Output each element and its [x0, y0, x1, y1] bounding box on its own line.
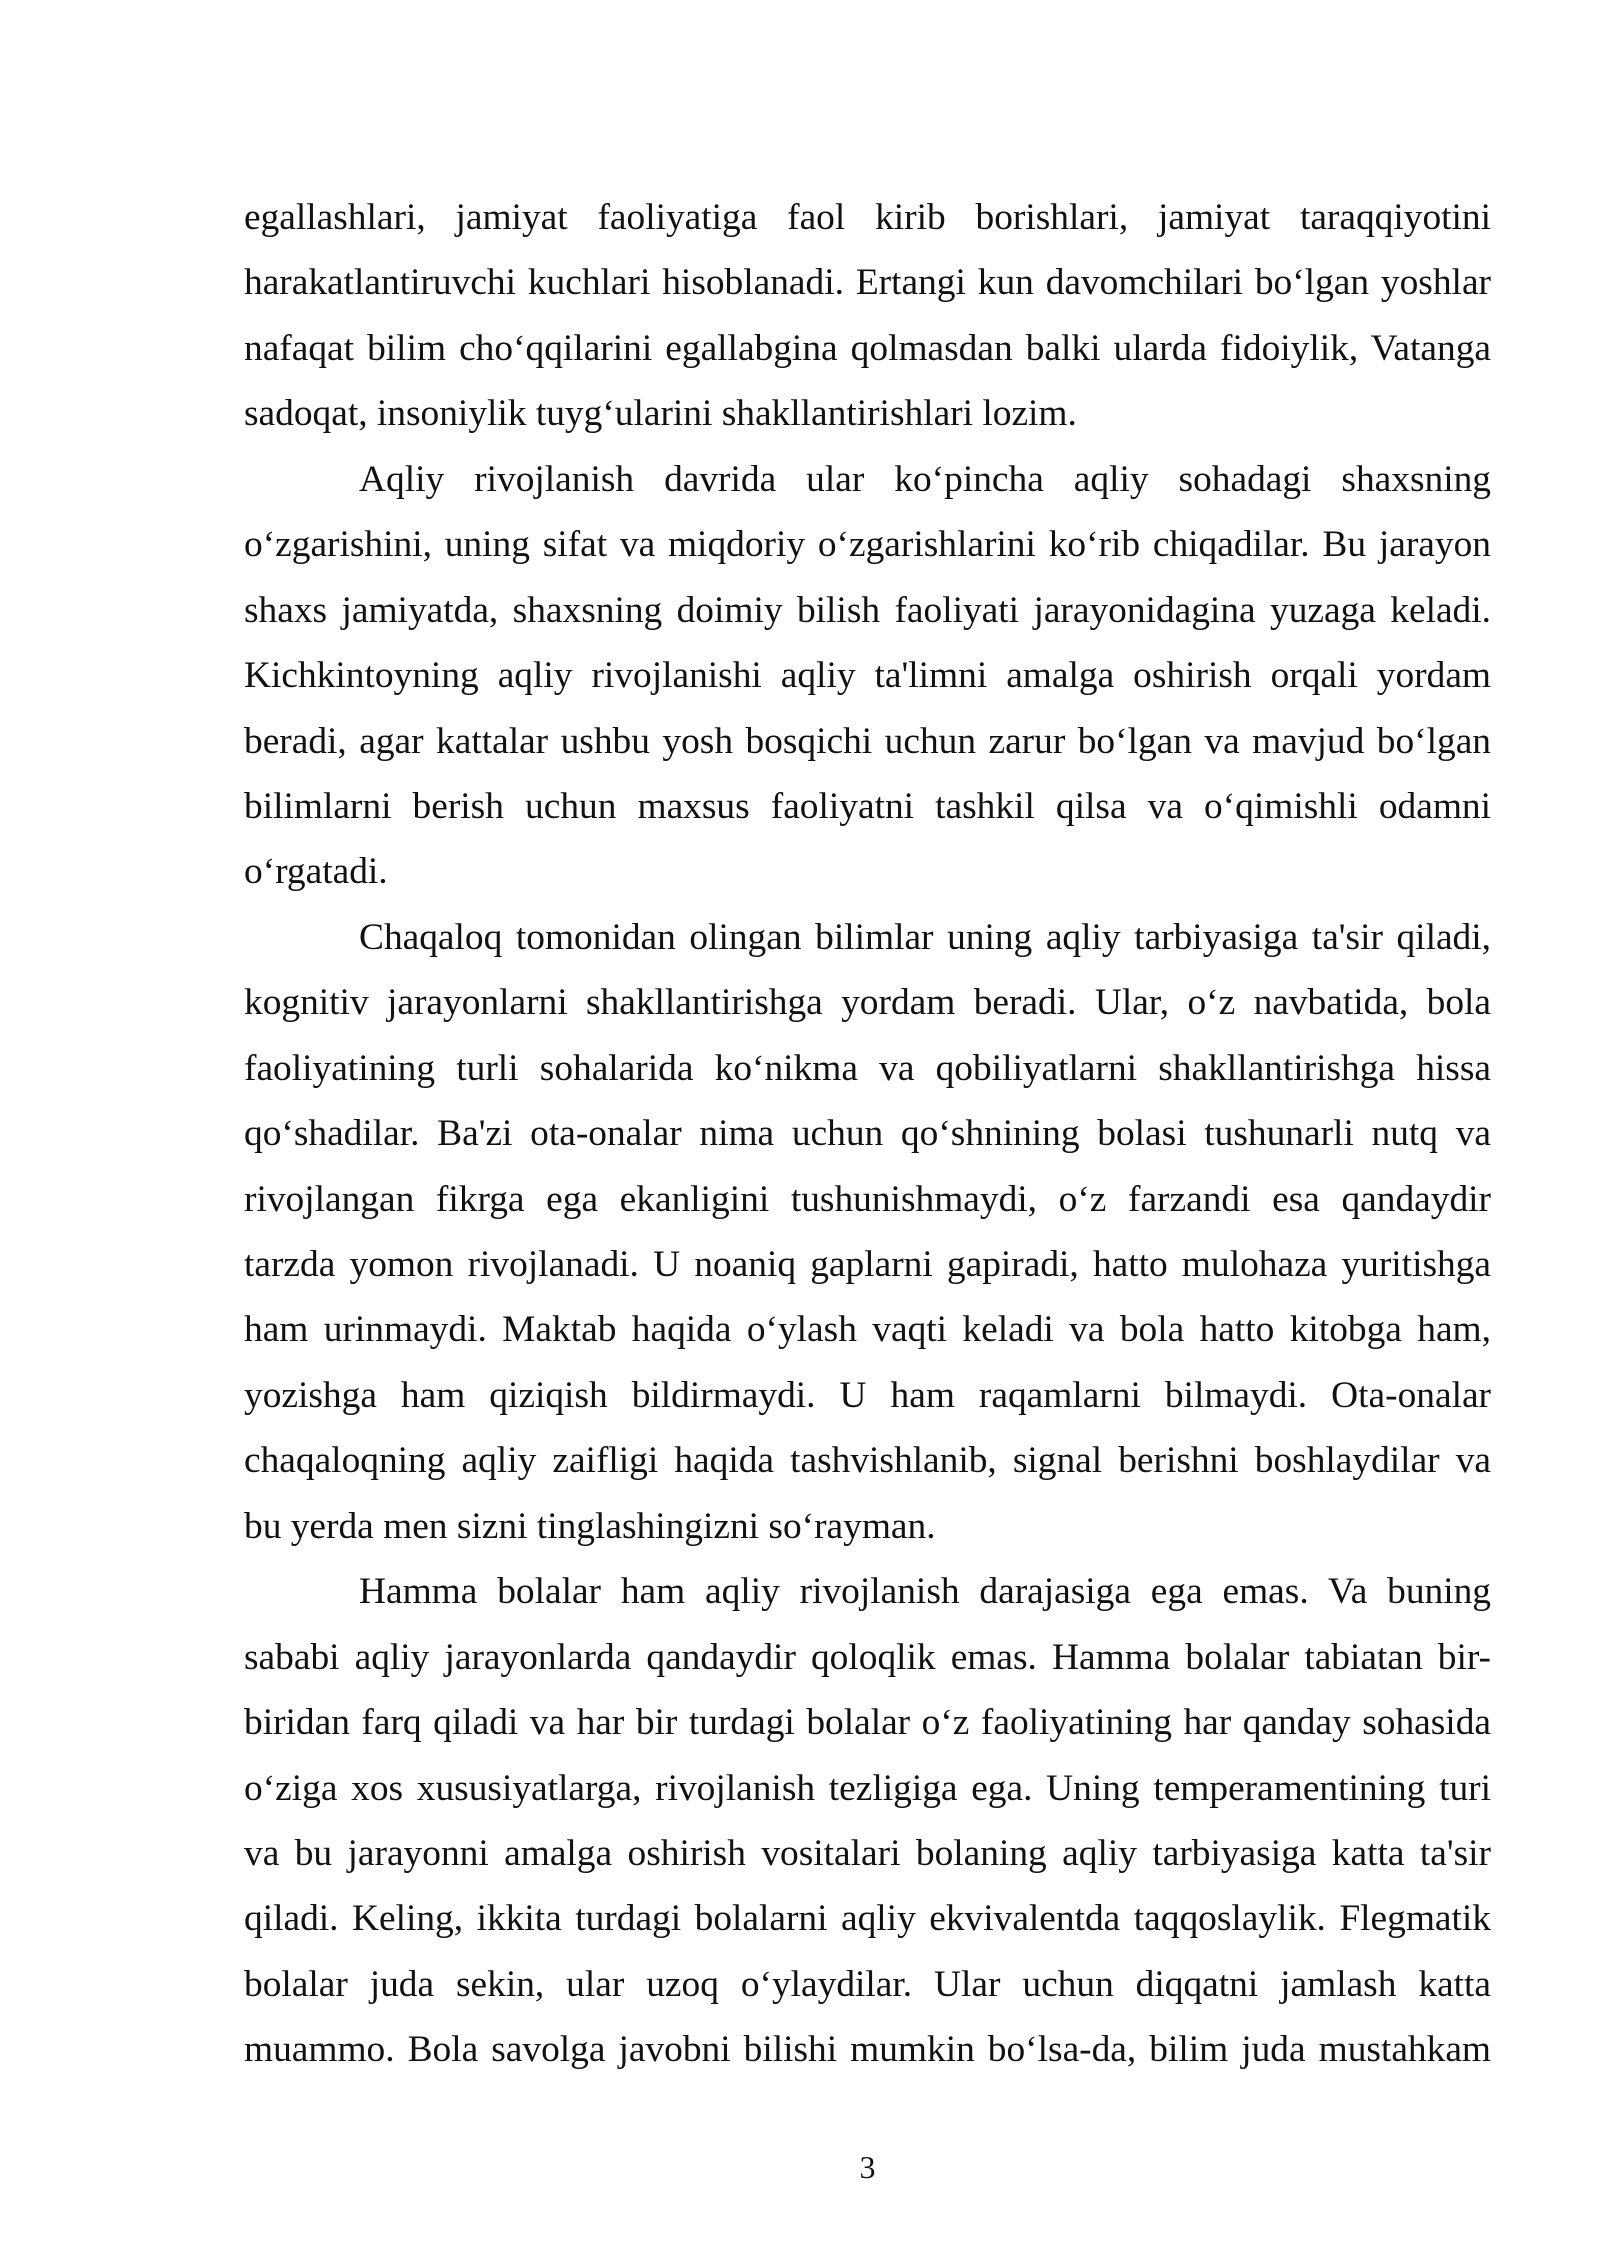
- text-line: o‘ziga xos xususiyatlarga, rivojlanish tezligiga ega. Uning temperamentining turi: [244, 1767, 1491, 1809]
- text-line: ham urinmaydi. Maktab haqida o‘ylash vaqti keladi va bola hatto kitobga ham,: [244, 1309, 1491, 1351]
- text-line: Aqliy rivojlanish davrida ular ko‘pincha aqliy sohadagi shaxsning: [359, 458, 1491, 500]
- text-line: egallashlari, jamiyat faoliyatiga faol kirib borishlari, jamiyat taraqqiyotini: [244, 197, 1491, 238]
- paragraph: [244, 185, 1491, 447]
- text-line: bilimlarni berish uchun maxsus faoliyatni tashkil qilsa va o‘qimishli odamni: [244, 785, 1491, 827]
- text-line: biridan farq qiladi va har bir turdagi bolalar o‘z faoliyatining har qanday sohasida: [244, 1702, 1491, 1744]
- text-line: bolalar juda sekin, ular uzoq o‘ylaydilar. Ular uchun diqqatni jamlash katta: [244, 1963, 1491, 2005]
- text-line: qo‘shadilar. Ba'zi ota-onalar nima uchun qo‘shnining bolasi tushunarli nutq va: [244, 1113, 1491, 1155]
- paragraph: [244, 905, 1491, 1559]
- text-line: sababi aqliy jarayonlarda qandaydir qoloqlik emas. Hamma bolalar tabiatan bir-: [244, 1636, 1491, 1678]
- text-line: rivojlangan fikrga ega ekanligini tushunishmaydi, o‘z farzandi esa qandaydir: [244, 1178, 1491, 1220]
- text-line: Kichkintoyning aqliy rivojlanishi aqliy ta'limni amalga oshirish orqali yordam: [244, 655, 1491, 697]
- text-line: muammo. Bola savolga javobni bilishi mumkin bo‘lsa-da, bilim juda mustahkam: [244, 2029, 1491, 2071]
- page-number: 3: [859, 2149, 876, 2185]
- paragraph: [244, 447, 1491, 905]
- text-line: Chaqaloq tomonidan olingan bilimlar uning aqliy tarbiyasiga ta'sir qiladi,: [359, 916, 1491, 958]
- text-line: chaqaloqning aqliy zaifligi haqida tashvishlanib, signal berishni boshlaydilar va: [244, 1440, 1491, 1482]
- text-line: bu yerda men sizni tinglashingizni so‘rayman.: [244, 1505, 936, 1547]
- text-line: qiladi. Keling, ikkita turdagi bolalarni aqliy ekvivalentda taqqoslaylik. Flegmatik: [244, 1898, 1491, 1940]
- text-line: shaxs jamiyatda, shaxsning doimiy bilish faoliyati jarayonidagina yuzaga keladi.: [244, 589, 1491, 631]
- text-line: o‘rgatadi.: [244, 851, 388, 893]
- body-text: [244, 185, 1491, 2083]
- text-line: yozishga ham qiziqish bildirmaydi. U ham raqamlarni bilmaydi. Ota-onalar: [244, 1374, 1491, 1416]
- text-line: harakatlantiruvchi kuchlari hisoblanadi. Ertangi kun davomchilari bo‘lgan yoshlar: [244, 262, 1491, 304]
- text-line: kognitiv jarayonlarni shakllantirishga yordam beradi. Ular, o‘z navbatida, bola: [244, 982, 1491, 1024]
- text-line: nafaqat bilim cho‘qqilarini egallabgina qolmasdan balki ularda fidoiylik, Vatanga: [244, 327, 1491, 369]
- text-line: o‘zgarishini, uning sifat va miqdoriy o‘zgarishlarini ko‘rib chiqadilar. Bu jarayon: [244, 524, 1491, 566]
- text-line: Hamma bolalar ham aqliy rivojlanish darajasiga ega emas. Va buning: [359, 1571, 1491, 1613]
- text-line: faoliyatining turli sohalarida ko‘nikma va qobiliyatlarni shakllantirishga hissa: [244, 1047, 1491, 1089]
- text-line: tarzda yomon rivojlanadi. U noaniq gaplarni gapiradi, hatto mulohaza yuritishga: [244, 1244, 1491, 1285]
- paragraph: [244, 1559, 1491, 2083]
- text-line: sadoqat, insoniylik tuyg‘ularini shakllantirishlari lozim.: [244, 393, 1077, 435]
- text-line: va bu jarayonni amalga oshirish vositalari bolaning aqliy tarbiyasiga katta ta'sir: [244, 1832, 1491, 1874]
- text-line: beradi, agar kattalar ushbu yosh bosqichi uchun zarur bo‘lgan va mavjud bo‘lgan: [244, 720, 1491, 762]
